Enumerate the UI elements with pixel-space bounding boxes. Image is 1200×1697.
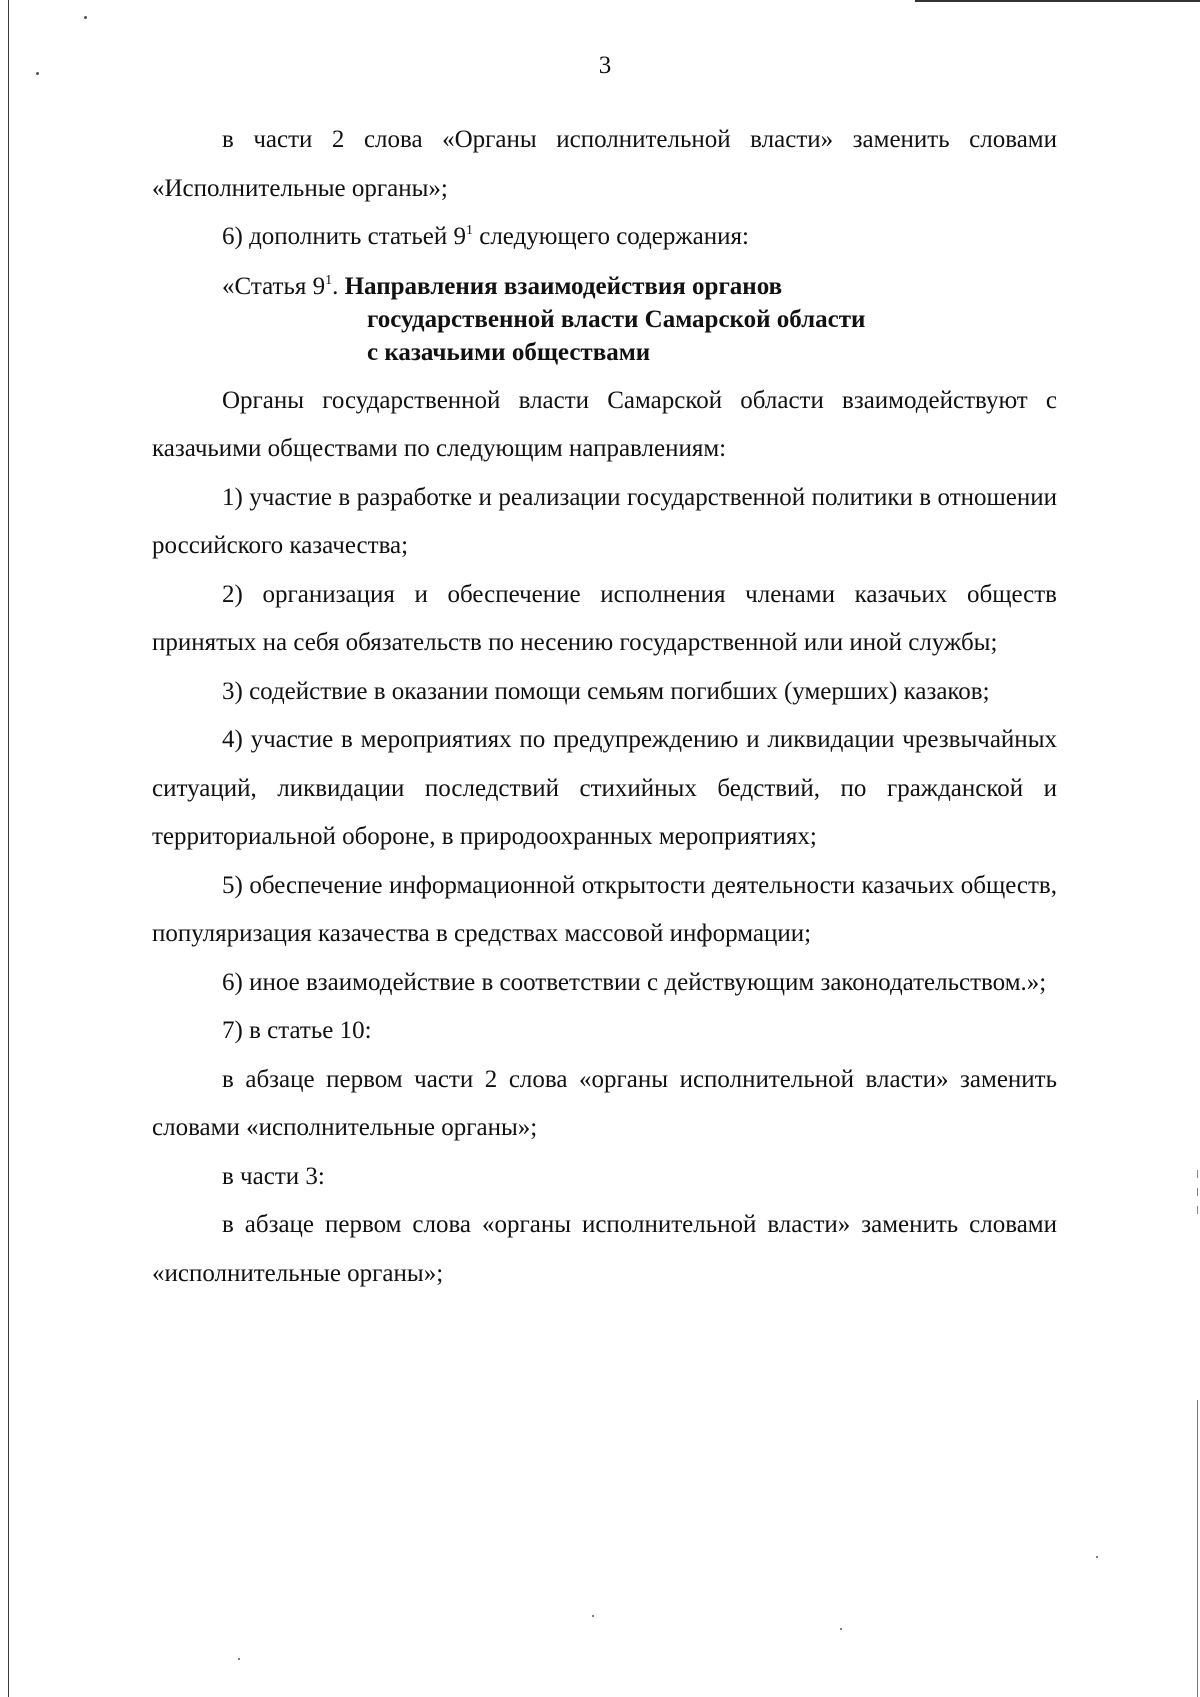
scan-speck xyxy=(238,1658,240,1660)
article-prefix xyxy=(222,273,345,300)
page-number: 3 xyxy=(598,52,612,79)
paragraph: 7) в статье 10: xyxy=(222,1017,372,1044)
paragraph-item-6 xyxy=(152,213,1057,262)
article-paragraph: 5) обеспечение информационной открытости деятельности казачьих обществ, популяризация казачества в средствах массовой информации; xyxy=(152,871,1057,947)
article-paragraph: 3) содействие в оказании помощи семьям погибших (умерших) казаков; xyxy=(222,677,990,705)
scan-speck xyxy=(1096,1556,1098,1558)
paragraph: в части 2 слова «Органы исполнительной власти» заменить словами «Исполнительные органы»; xyxy=(152,126,1057,202)
article-superscript: 1 xyxy=(325,272,333,288)
article-paragraph: Органы государственной власти Самарской области взаимодействуют с казачьими обществами по следующим направлениям: xyxy=(152,386,1057,462)
paragraph: в абзаце первом слова «органы исполнительной власти» заменить словами «исполнительные органы»; xyxy=(152,1211,1057,1287)
article-prefix-dot: . xyxy=(332,272,345,300)
article-paragraph: 4) участие в мероприятиях по предупреждению и ликвидации чрезвычайных ситуаций, ликвидации последствий стихийных бедствий, по гражданской и территориальной обороне, в природоохранных мероприятиях; xyxy=(152,726,1057,850)
scan-dash xyxy=(1197,1206,1198,1214)
article-title-line-1 xyxy=(222,270,1057,303)
article-title-line-2: государственной власти Самарской области xyxy=(367,305,866,333)
scan-right-edge xyxy=(1197,1400,1198,1697)
article-paragraph: 1) участие в разработке и реализации государственной политики в отношении российского казачества; xyxy=(152,483,1057,559)
paragraph: в части 3: xyxy=(222,1162,325,1190)
superscript: 1 xyxy=(465,223,473,238)
scan-top-line xyxy=(915,0,1200,2)
article-paragraph: 2) организация и обеспечение исполнения членами казачьих обществ принятых на себя обязательств по несению государственной или иной службы; xyxy=(152,580,1057,656)
article-title-line-3: с казачьими обществами xyxy=(367,338,651,366)
article-title-text-1: Направления взаимодействия органов xyxy=(344,272,783,300)
paragraph: в абзаце первом части 2 слова «органы исполнительной власти» заменить словами «исполнительные органы»; xyxy=(152,1065,1057,1141)
article-heading xyxy=(152,270,1057,369)
item6-text: 6) дополнить статьей 9 xyxy=(222,223,466,250)
scan-left-edge xyxy=(8,0,9,1697)
scan-dash xyxy=(1197,1188,1198,1196)
article-paragraph: 6) иное взаимодействие в соответствии с действующим законодательством.»; xyxy=(222,968,1047,996)
scan-speck xyxy=(592,1615,594,1617)
scan-speck xyxy=(84,16,87,19)
item6-suffix: следующего содержания: xyxy=(472,223,749,250)
document-body xyxy=(152,116,1057,1298)
scan-speck xyxy=(840,1628,842,1630)
scan-dash xyxy=(1197,1170,1198,1178)
article-prefix-text: «Статья 9 xyxy=(222,272,326,300)
